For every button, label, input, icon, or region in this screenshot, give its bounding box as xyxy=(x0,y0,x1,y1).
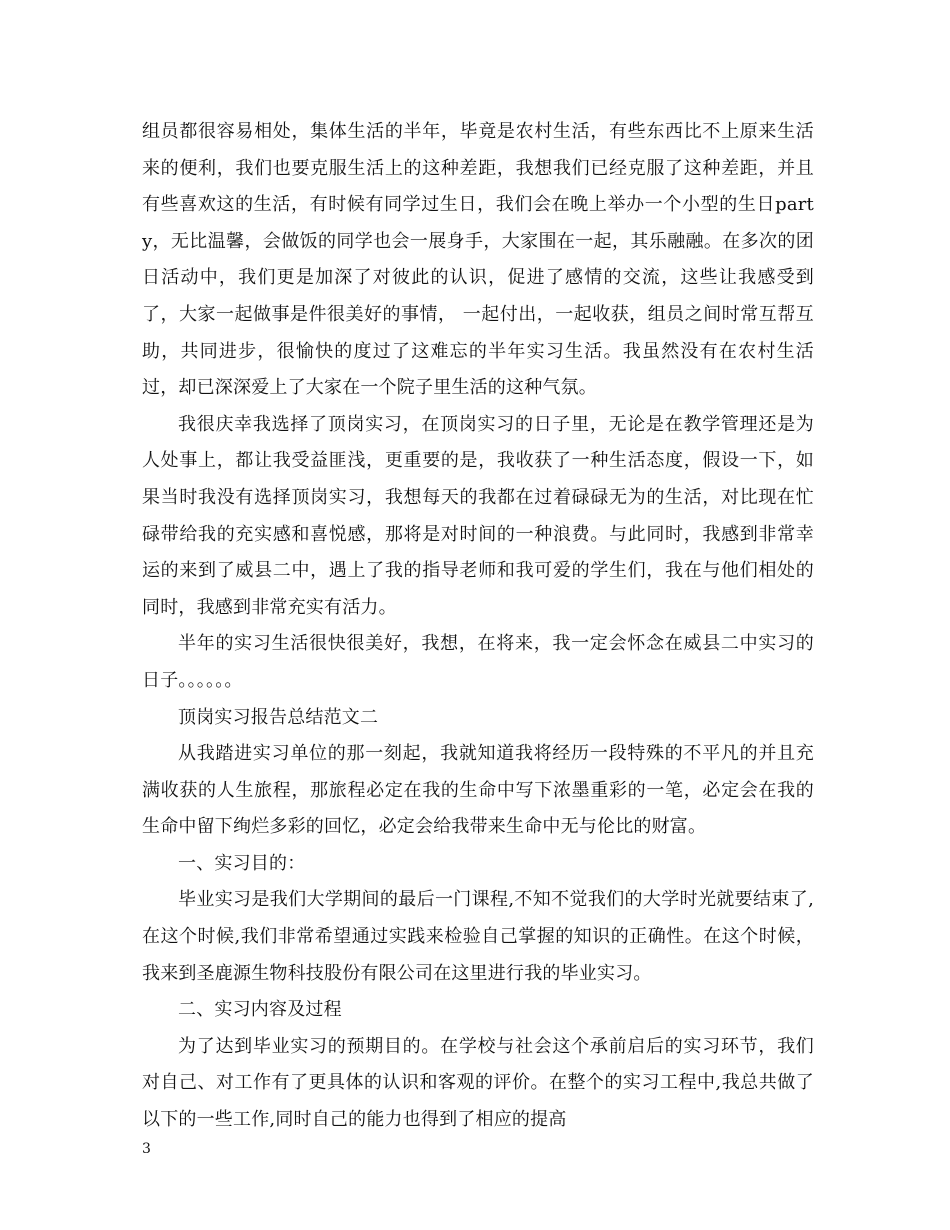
paragraph-1: 组员都很容易相处，集体生活的半年，毕竟是农村生活，有些东西比不上原来生活来的便利，我们也要克服生活上的这种差距，我想我们已经克服了这种差距，并且有些喜欢这的生活，有时候有同学过生日，我们会在晚上举办一个小型的生日party，无比温馨，会做饭的同学也会一展身手，大家围在一起，其乐融融。在多次的团日活动中，我们更是加深了对彼此的认识，促进了感情的交流，这些让我感受到了，大家一起做事是件很美好的事情， 一起付出，一起收获，组员之间时常互帮互助，共同进步，很愉快的度过了这难忘的半年实习生活。我虽然没有在农村生活过，却已深深爱上了大家在一个院子里生活的这种气氛。 xyxy=(142,121,814,399)
paragraph-3: 半年的实习生活很快很美好，我想，在将来，我一定会怀念在威县二中实习的日子。。。。。。 xyxy=(142,633,814,691)
paragraph-5: 从我踏进实习单位的那一刻起，我就知道我将经历一段特殊的不平凡的并且充满收获的人生旅程，那旅程必定在我的生命中写下浓墨重彩的一笔，必定会在我的生命中留下绚烂多彩的回忆，必定会给我带来生命中无与伦比的财富。 xyxy=(142,743,814,838)
paragraph-9: 为了达到毕业实习的预期目的。在学校与社会这个承前启后的实习环节，我们对自己、对工作有了更具体的认识和客观的评价。在整个的实习工程中,我总共做了以下的一些工作,同时自己的能力也得到了相应的提高 xyxy=(142,1035,814,1131)
section-heading-content-process: 二、实习内容及过程 xyxy=(178,999,342,1021)
paragraph-7: 毕业实习是我们大学期间的最后一门课程,不知不觉我们的大学时光就要结束了,在这个时候,我们非常希望通过实践来检验自己掌握的知识的正确性。在这个时候，我来到圣鹿源生物科技股份有限公司在这里进行我的毕业实习。 xyxy=(142,889,814,984)
page-number: 3 xyxy=(142,1141,151,1157)
document-body xyxy=(142,114,814,1139)
paragraph-2: 我很庆幸我选择了顶岗实习，在顶岗实习的日子里，无论是在教学管理还是为人处事上，都让我受益匪浅，更重要的是，我收获了一种生活态度，假设一下，如果当时我没有选择顶岗实习，我想每天的我都在过着碌碌无为的生活，对比现在忙碌带给我的充实感和喜悦感，那将是对时间的一种浪费。与此同时，我感到非常幸运的来到了威县二中，遇上了我的指导老师和我可爱的学生们，我在与他们相处的同时，我感到非常充实有活力。 xyxy=(142,413,814,618)
section-heading-purpose: 一、实习目的： xyxy=(178,852,306,874)
section-heading-sample-two: 顶岗实习报告总结范文二 xyxy=(178,706,379,728)
